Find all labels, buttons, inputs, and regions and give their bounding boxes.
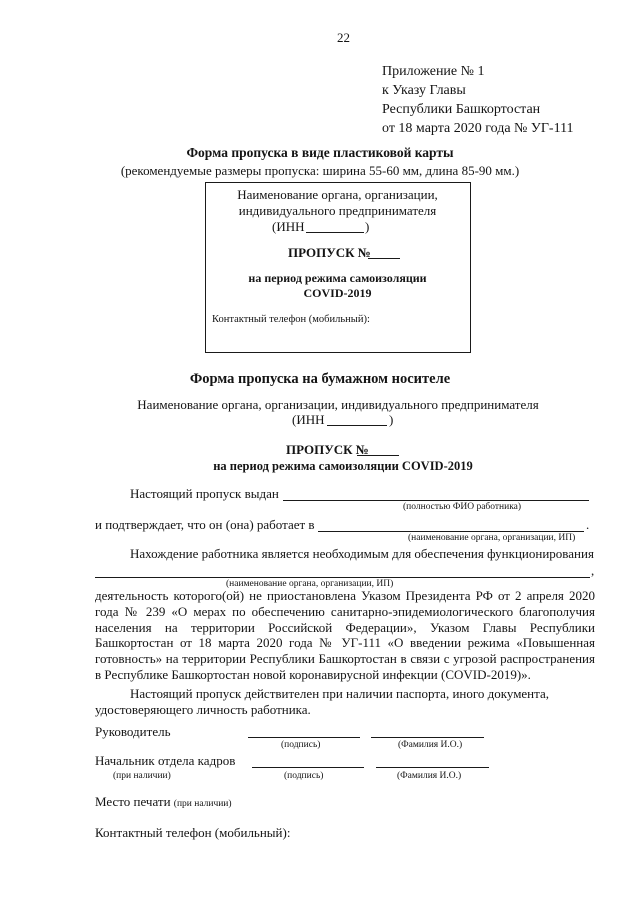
card-pass-label: ПРОПУСК № bbox=[288, 245, 371, 260]
confirms-end: . bbox=[586, 517, 590, 532]
hr-signature-caption: (подпись) bbox=[284, 771, 324, 781]
paper-pass-number-blank bbox=[357, 455, 399, 456]
hr-surname-caption: (Фамилия И.О.) bbox=[397, 771, 462, 781]
card-inn-open: (ИНН bbox=[272, 219, 305, 234]
org-blank-2 bbox=[95, 577, 590, 578]
stamp-place bbox=[95, 794, 232, 810]
validity-line-2: удостоверяющего личность работника. bbox=[95, 702, 311, 717]
org-caption-2: (наименование органа, организации, ИП) bbox=[226, 579, 394, 589]
appendix-header bbox=[382, 62, 574, 138]
card-phone: Контактный телефон (мобильный): bbox=[212, 314, 370, 325]
appendix-line-2: к Указу Главы bbox=[382, 83, 466, 98]
paper-form-title: Форма пропуска на бумажном носителе bbox=[189, 371, 451, 387]
plastic-card bbox=[205, 182, 471, 353]
paper-org-line: Наименование органа, организации, индивидуального предпринимателя bbox=[137, 397, 539, 412]
paper-pass-label: ПРОПУСК № bbox=[286, 442, 369, 457]
appendix-line-3: Республики Башкортостан bbox=[382, 102, 541, 117]
page-number: 22 bbox=[337, 30, 350, 45]
fio-caption: (полностью ФИО работника) bbox=[403, 502, 522, 512]
paragraph-line: в Республике Башкортостан новой коронавирусной инфекции (COVID-2019)». bbox=[95, 666, 531, 682]
appendix-line-1: Приложение № 1 bbox=[382, 64, 485, 79]
paragraph-line: населения на территории Российской Федерации», Указом Главы Республики bbox=[95, 619, 595, 635]
paragraph-line: Башкортостан от 18 марта 2020 года № УГ-111 «О введении режима «Повышенная bbox=[95, 635, 595, 651]
card-period-line-2: COVID-2019 bbox=[303, 286, 372, 300]
card-inn-close: ) bbox=[365, 219, 370, 234]
issued-to-label: Настоящий пропуск выдан bbox=[130, 486, 279, 501]
confirms-label: и подтверждает, что он (она) работает в bbox=[95, 517, 315, 532]
card-inn-blank bbox=[306, 232, 364, 233]
stamp-note: (при наличии) bbox=[173, 799, 232, 809]
paragraph-line: деятельность которого(ой) не приостановлена Указом Президента РФ от 2 апреля 2020 bbox=[95, 588, 595, 603]
necessity-text: Нахождение работника является необходимым для обеспечения функционирования bbox=[130, 546, 594, 561]
validity-line-1: Настоящий пропуск действителен при наличии паспорта, иного документа, bbox=[130, 686, 550, 701]
head-label: Руководитель bbox=[95, 724, 171, 739]
necessity-end: , bbox=[591, 563, 595, 578]
paragraph-line: готовность» на территории Республики Башкортостан в связи с угрозой распространения bbox=[95, 651, 595, 667]
paper-period: на период режима самоизоляции COVID-2019 bbox=[213, 459, 473, 473]
paper-inn-blank bbox=[327, 425, 387, 426]
paper-inn-open: (ИНН bbox=[292, 412, 325, 427]
head-signature-line bbox=[248, 737, 360, 738]
head-surname-line bbox=[371, 737, 484, 738]
hr-if-any: (при наличии) bbox=[113, 771, 171, 781]
card-org-line-2: индивидуального предпринимателя bbox=[238, 203, 437, 218]
plastic-form-subtitle: (рекомендуемые размеры пропуска: ширина 55-60 мм, длина 85-90 мм.) bbox=[120, 163, 520, 178]
paper-phone: Контактный телефон (мобильный): bbox=[95, 825, 291, 840]
hr-surname-line bbox=[376, 767, 489, 768]
hr-signature-line bbox=[252, 767, 364, 768]
paper-inn-close: ) bbox=[389, 412, 394, 427]
plastic-form-title: Форма пропуска в виде пластиковой карты bbox=[186, 145, 454, 160]
head-surname-caption: (Фамилия И.О.) bbox=[398, 740, 463, 750]
fio-blank bbox=[283, 500, 589, 501]
card-org-line-1: Наименование органа, организации, bbox=[237, 187, 438, 202]
main-paragraph bbox=[95, 588, 595, 683]
org-blank-1 bbox=[318, 531, 584, 532]
card-period-line-1: на период режима самоизоляции bbox=[248, 271, 427, 285]
paragraph-line: года № 239 «О мерах по обеспечению санитарно-эпидемиологического благополучия bbox=[95, 603, 595, 619]
card-pass-number-blank bbox=[368, 258, 400, 259]
appendix-line-4: от 18 марта 2020 года № УГ-111 bbox=[382, 121, 574, 136]
stamp-label: Место печати bbox=[95, 794, 171, 809]
org-caption-1: (наименование органа, организации, ИП) bbox=[408, 533, 576, 543]
head-signature-caption: (подпись) bbox=[281, 740, 321, 750]
hr-head-label: Начальник отдела кадров bbox=[95, 753, 236, 768]
